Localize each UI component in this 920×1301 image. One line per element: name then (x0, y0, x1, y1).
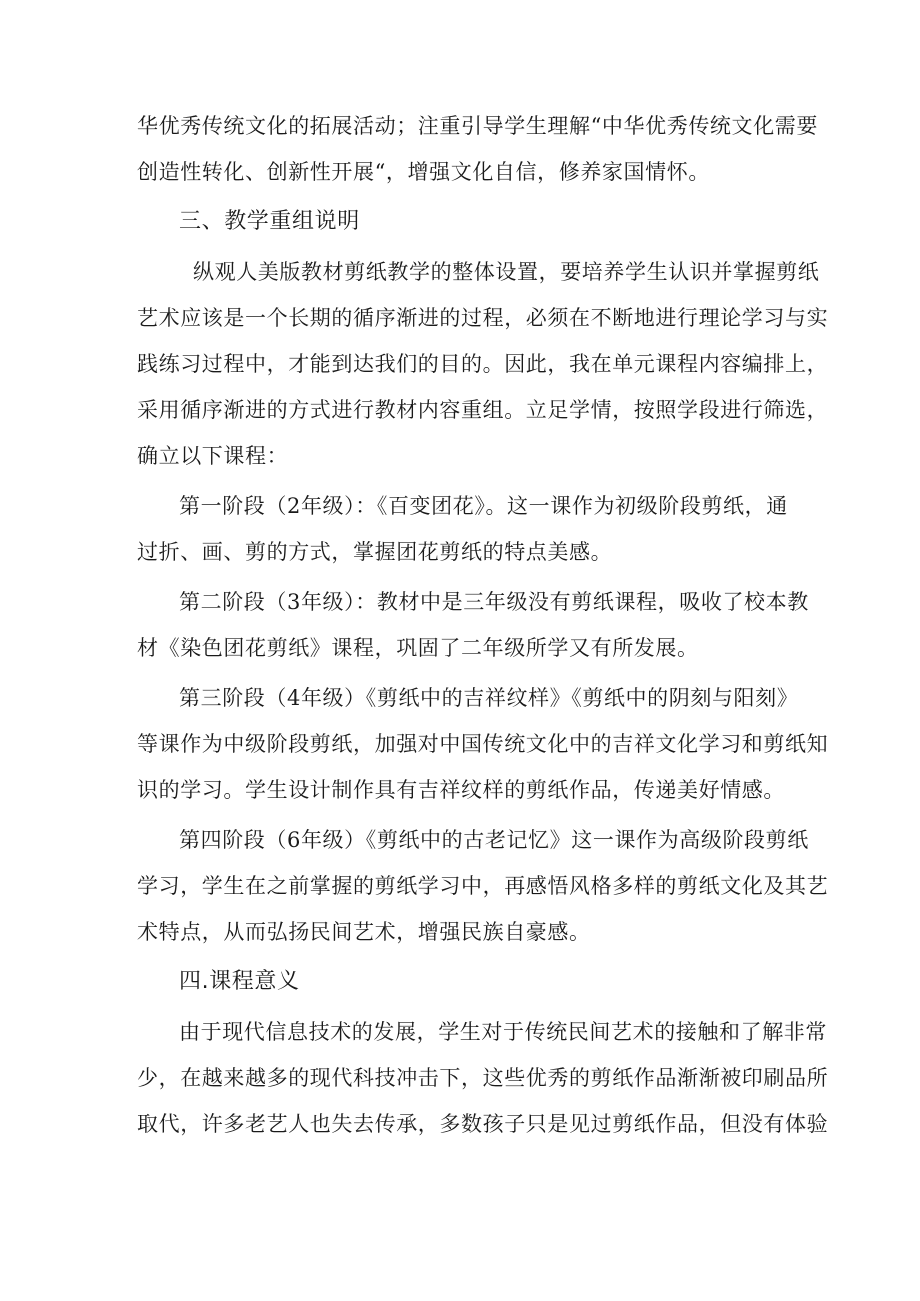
text-line: 等课作为中级阶段剪纸，加强对中国传统文化中的吉祥文化学习和剪纸知 (137, 732, 829, 756)
text-line: 第二阶段（3年级）：教材中是三年级没有剪纸课程，吸收了校本教 (179, 590, 809, 614)
text-line: 过折、画、剪的方式，掌握团花剪纸的特点美感。 (137, 540, 613, 564)
text-line: 材《染色团花剪纸》课程，巩固了二年级所学又有所发展。 (137, 636, 699, 660)
text-line: 由于现代信息技术的发展，学生对于传统民间艺术的接触和了解非常 (179, 1020, 827, 1044)
text-line: 纵观人美版教材剪纸教学的整体设置，要培养学生认识并掌握剪纸 (193, 260, 820, 284)
stage-4-paragraph (137, 817, 829, 955)
text-line: 术特点，从而弘扬民间艺术，增强民族自豪感。 (137, 920, 591, 944)
text-line: 第三阶段（4年级）《剪纸中的吉祥纹样》《剪纸中的阴刻与阳刻》 (179, 686, 799, 710)
text-line: 艺术应该是一个长期的循序渐进的过程，必须在不断地进行理论学习与实 (137, 306, 829, 330)
text-line: 第四阶段（6年级）《剪纸中的古老记忆》这一课作为高级阶段剪纸 (179, 828, 809, 852)
text-line: 学习，学生在之前掌握的剪纸学习中，再感悟风格多样的剪纸文化及其艺 (137, 874, 829, 898)
stage-3-paragraph (137, 675, 829, 813)
section-heading-3: 三、教学重组说明 (179, 209, 360, 234)
section3-paragraph-overview (137, 249, 829, 479)
text-line: 第一阶段（2年级）：《百变团花》。这一课作为初级阶段剪纸，通 (179, 494, 788, 518)
text-line: 创造性转化、创新性开展“，增强文化自信，修养家国情怀。 (137, 160, 710, 184)
text-line: 少，在越来越多的现代科技冲击下，这些优秀的剪纸作品渐渐被印刷品所 (137, 1066, 829, 1090)
document-page (137, 103, 829, 1147)
text-line: 采用循序渐进的方式进行教材内容重组。立足学情，按照学段进行筛选， (137, 398, 829, 422)
stage-1-paragraph (137, 483, 787, 575)
text-line: 确立以下课程： (137, 444, 289, 468)
section4-paragraph (137, 1009, 829, 1147)
text-line: 取代，许多老艺人也失去传承，多数孩子只是见过剪纸作品，但没有体验 (137, 1112, 829, 1136)
text-line: 践练习过程中，才能到达我们的目的。因此，我在单元课程内容编排上， (137, 352, 829, 376)
intro-paragraph (137, 103, 818, 195)
stage-2-paragraph (137, 579, 809, 671)
section-heading-4: 四.课程意义 (179, 969, 300, 994)
text-line: 华优秀传统文化的拓展活动；注重引导学生理解“中华优秀传统文化需要 (137, 114, 818, 138)
text-line: 识的学习。学生设计制作具有吉祥纹样的剪纸作品，传递美好情感。 (137, 778, 785, 802)
